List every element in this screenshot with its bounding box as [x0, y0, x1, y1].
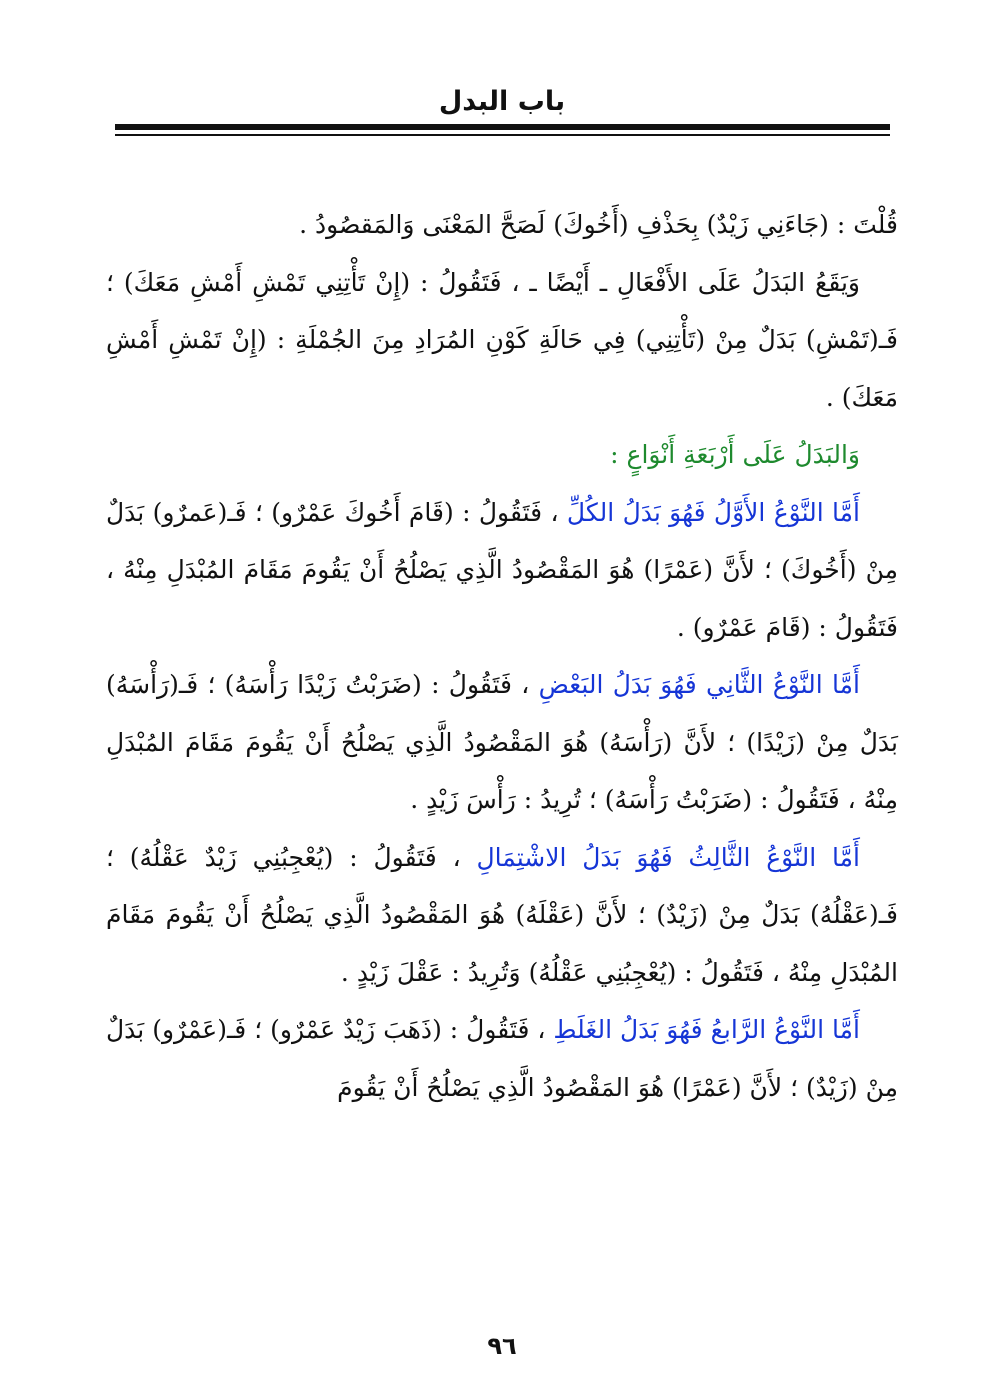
paragraph-type-4: [106, 1001, 898, 1116]
type-2-text: ، فَتَقُولُ : (ضَرَبْتُ زَيْدًا رَأْسَهُ) ؛ فَـ(رَأْسَهُ) بَدَلٌ مِنْ (زَيْدًا) ؛ لأَنَّ (رَأْسَهُ) هُوَ المَقْصُودُ الَّذِي يَصْلُحُ أَنْ يَقُومَ مَقَامَ المُبْدَلِ مِنْهُ ، فَتَقُولُ : (ضَرَبْتُ رَأْسَهُ) ؛ تُرِيدُ : رَأْسَ زَيْدٍ .: [106, 670, 898, 814]
type-3-heading: أَمَّا النَّوْعُ الثَّالِثُ فَهُوَ بَدَلُ الاشْتِمَالِ: [476, 842, 860, 872]
paragraph-type-1: [106, 484, 898, 657]
paragraph-type-3: [106, 829, 898, 1002]
type-4-heading: أَمَّا النَّوْعُ الرَّابعُ فَهُوَ بَدَلُ الغَلَطِ: [553, 1015, 860, 1044]
type-1-text: ، فَتَقُولُ : (قَامَ أَخُوكَ عَمْرٌو) ؛ فَـ(عَمرٌو) بَدَلٌ مِنْ (أَخُوكَ) ؛ لأَنَّ (عَمْرًا) هُوَ المَقْصُودُ الَّذِي يَصْلُحُ أَنْ يَقُومَ مَقَامَ المُبْدَلِ مِنْهُ ، فَتَقُولُ : (قَامَ عَمْرٌو) .: [106, 497, 898, 642]
type-2-heading: أَمَّا النَّوْعُ الثَّانِي فَهُوَ بَدَلُ البَعْضِ: [538, 670, 860, 699]
page-number: ٩٦: [487, 1332, 517, 1360]
paragraph-2: وَيَقَعُ البَدَلُ عَلَى الأَفْعَالِ ـ أَيْضًا ـ ، فَتَقُولُ : (إِنْ تَأْتِنِي تَمْشِ أَمْشِ مَعَكَ) ؛ فَـ(تَمْشِ) بَدَلٌ مِنْ (تَأْتِنِي) فِي حَالَةِ كَوْنِ المُرَادِ مِنَ الجُمْلَةِ : (إِنْ تَمْشِ أَمْشِ مَعَكَ) .: [106, 267, 898, 412]
chapter-title: باب البدل: [438, 86, 566, 117]
header-rule-thick: [115, 124, 890, 130]
type-1-heading: أَمَّا النَّوْعُ الأَوَّلُ فَهُوَ بَدَلُ الكُلِّ: [566, 497, 860, 527]
type-3-text: ، فَتَقُولُ : (يُعْجِبُنِي زَيْدٌ عَقْلُهُ) ؛ فَـ(عَقْلُهُ) بَدَلٌ مِنْ (زَيْدٌ) ؛ لأَنَّ (عَقْلَهُ) هُوَ المَقْصُودُ الَّذِي يَصْلُحُ أَنْ يَقُومَ مَقَامَ المُبْدَلِ مِنْهُ ، فَتَقُولُ : (يُعْجِبُنِي عَقْلُهُ) وَتُرِيدُ : عَقْلَ زَيْدٍ .: [106, 842, 898, 987]
header-rule-thin: [115, 134, 890, 136]
paragraph-type-2: [106, 656, 898, 829]
body-text: [106, 196, 898, 1116]
type-4-text: ، فَتَقُولُ : (ذَهَبَ زَيْدٌ عَمْرٌو) ؛ فَـ(عَمْرٌو) بَدَلٌ مِنْ (زَيْدٌ) ؛ لأَنَّ (عَمْرًا) هُوَ المَقْصُودُ الَّذِي يَصْلُحُ أَنْ يَقُومَ: [106, 1015, 898, 1102]
section-heading-types: وَالبَدَلُ عَلَى أَرْبَعَةِ أَنْوَاعٍ :: [610, 440, 860, 469]
paragraph-1: قُلْتَ : (جَاءَنِي زَيْدٌ) بِحَذْفِ (أَخُوكَ) لَصَحَّ المَعْنَى وَالمَقصُودُ .: [299, 210, 898, 239]
